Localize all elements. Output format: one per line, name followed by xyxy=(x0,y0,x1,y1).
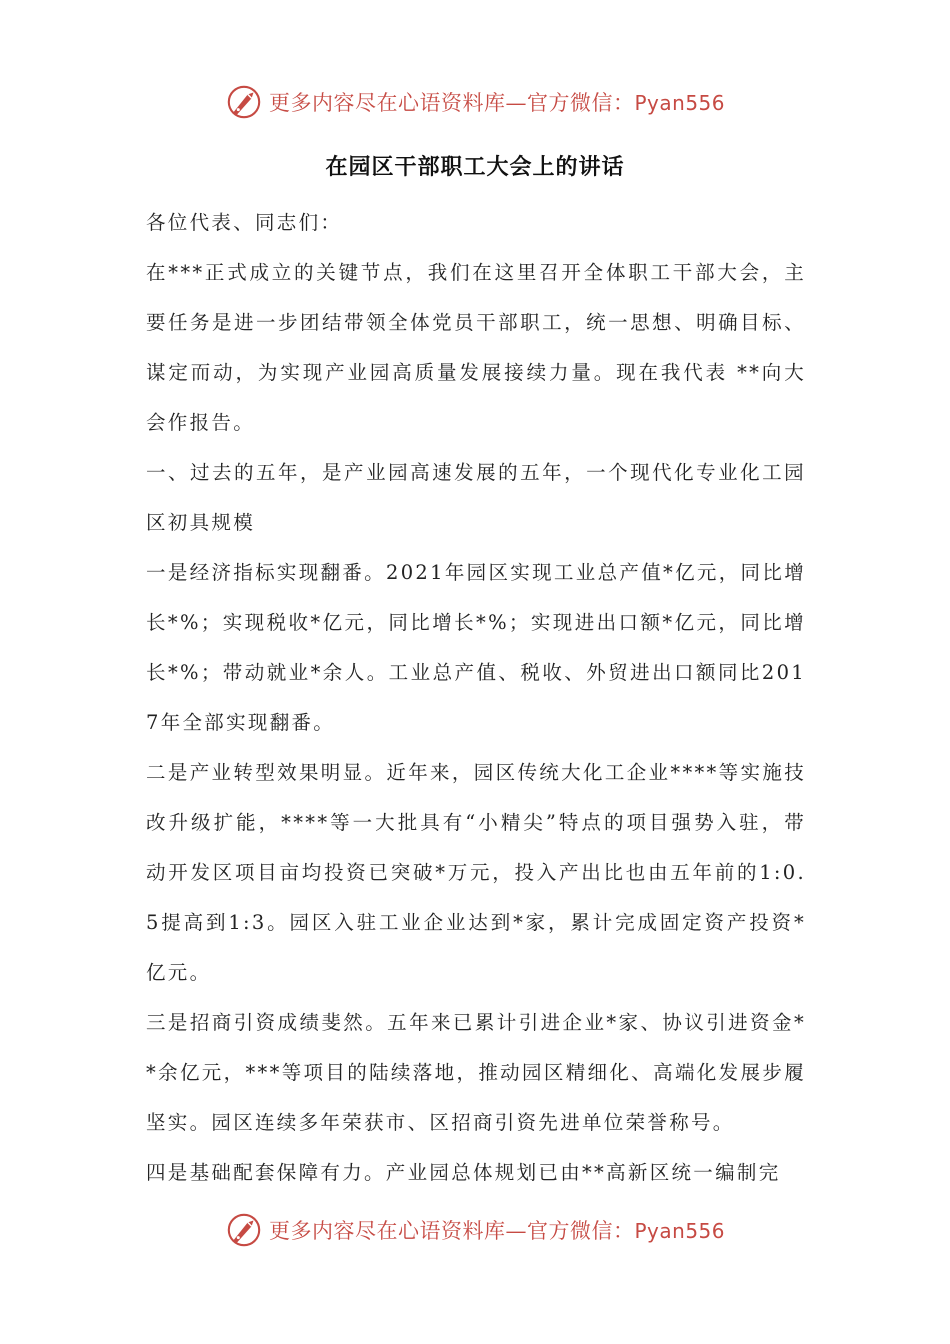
watermark-main: 更多内容尽在心语资料库 xyxy=(268,91,506,115)
paragraph-economic: 一是经济指标实现翻番。2021年园区实现工业总产值*亿元，同比增长*%；实现税收*亿元，同比增长*%；实现进出口额*亿元，同比增长*%；带动就业*余人。工业总产值、税收、外贸进出口额同比2017年全部实现翻番。 xyxy=(146,561,806,734)
watermark-label: 官方微信： xyxy=(526,91,635,115)
watermark-id: Pyan556 xyxy=(634,91,725,115)
document-title: 在园区干部职工大会上的讲话 xyxy=(325,155,625,180)
watermark-text xyxy=(269,87,725,117)
document-body xyxy=(146,198,806,1198)
pen-nib-logo-icon xyxy=(225,83,263,121)
watermark-sep: — xyxy=(505,91,527,115)
watermark-main: 更多内容尽在心语资料库 xyxy=(268,1219,506,1243)
paragraph-salutation: 各位代表、同志们： xyxy=(146,211,343,234)
paragraph-infrastructure: 四是基础配套保障有力。产业园总体规划已由**高新区统一编制完 xyxy=(146,1161,781,1184)
section-heading-one: 一、过去的五年，是产业园高速发展的五年，一个现代化专业化工园区初具规模 xyxy=(146,461,806,534)
footer-watermark-banner xyxy=(0,1210,950,1250)
paragraph-investment: 三是招商引资成绩斐然。五年来已累计引进企业*家、协议引进资金**余亿元，***等项目的陆续落地，推动园区精细化、高端化发展步履坚实。园区连续多年荣获市、区招商引资先进单位荣誉称号。 xyxy=(146,1011,806,1134)
watermark-sep: — xyxy=(505,1219,527,1243)
pen-nib-logo-icon xyxy=(225,1211,263,1249)
paragraph-transformation: 二是产业转型效果明显。近年来，园区传统大化工企业****等实施技改升级扩能，****等一大批具有“小精尖”特点的项目强势入驻，带动开发区项目亩均投资已突破*万元，投入产出比也由五年前的1:0.5提高到1:3。园区入驻工业企业达到*家，累计完成固定资产投资*亿元。 xyxy=(146,761,806,984)
watermark-label: 官方微信： xyxy=(526,1219,635,1243)
header-watermark-banner xyxy=(0,82,950,122)
watermark-text xyxy=(269,1215,725,1245)
paragraph-intro: 在***正式成立的关键节点，我们在这里召开全体职工干部大会，主要任务是进一步团结带领全体党员干部职工，统一思想、明确目标、谋定而动，为实现产业园高质量发展接续力量。现在我代表 **向大会作报告。 xyxy=(146,261,806,434)
watermark-id: Pyan556 xyxy=(634,1219,725,1243)
